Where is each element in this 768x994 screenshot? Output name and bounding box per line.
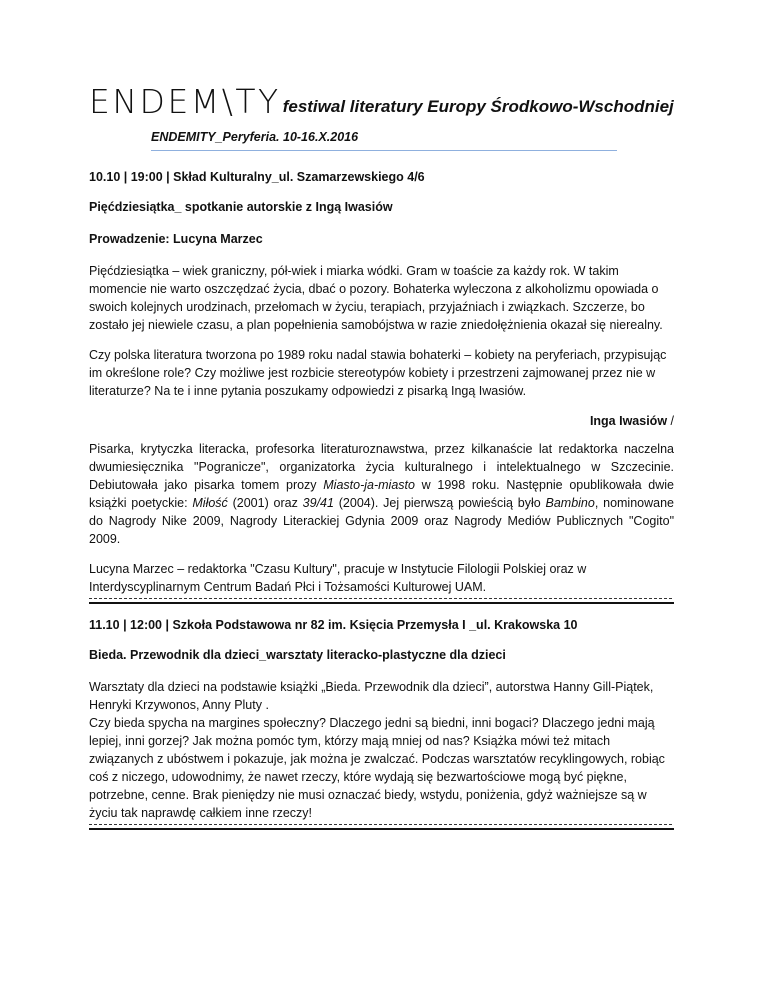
book-title: 39/41: [302, 496, 334, 510]
event2-description: Czy bieda spycha na margines społeczny? Dlaczego jedni są biedni, inni bogaci? Dlaczego jedni mają lepiej, inni gorzej? Jak można pomóc tym, którzy mają mniej od nas? Książka mówi też mitach związanych z ubóstwem i pokazuje, jak można je zwalczać. Podczas warsztatów recyklingowych, robiąc coś z niczego, udowodnimy, że nawet rzeczy, które wydają się bezwartościowe mogą być piękne, potrzebne, cenne. Brak pieniędzy nie musi oznaczać biedy, wstydu, poniżenia, gdyż ważniejsze są w życiu tak naprawdę całkiem inne rzeczy!: [89, 716, 665, 820]
author-bio: [89, 440, 674, 548]
event2-title: Bieda. Przewodnik dla dzieci_warsztaty literacko-plastyczne dla dzieci: [89, 648, 506, 662]
bio-text: (2004). Jej pierwszą powieścią było: [333, 496, 546, 510]
event1-header: 10.10 | 19:00 | Skład Kulturalny_ul. Szamarzewskiego 4/6: [89, 170, 425, 184]
author-name: Inga Iwasiów: [589, 414, 668, 428]
event1-title: Pięćdziesiątka_ spotkanie autorskie z Ingą Iwasiów: [89, 200, 393, 214]
festival-header: [89, 78, 674, 121]
section-divider: [89, 598, 674, 604]
bio-text: (2001) oraz: [227, 496, 303, 510]
bio-text: w 1998 roku. Następnie opublikowała dwie książki poetyckie:: [89, 478, 675, 510]
book-title: Miasto-ja-miasto: [323, 478, 415, 492]
bio-text: , nominowane do Nagrody Nike 2009, Nagrody Literackiej Gdynia 2009 oraz Nagrody Mediów Publicznych "Cogito" 2009.: [89, 496, 674, 546]
section-divider: [89, 824, 674, 830]
header-divider: [151, 150, 617, 151]
author-slash: /: [667, 414, 674, 428]
bio-text: Pisarka, krytyczka literacka, profesorka literaturoznawstwa, przez kilkanaście lat redaktorka naczelna dwumiesięcznika "Pogranicze", organizatorka życia kulturalnego i intelektualnego w Szczecinie. Debiutowała jako pisarka tomem prozy: [89, 442, 674, 492]
festival-tagline: festiwal literatury Europy Środkowo-Wschodniej: [282, 97, 674, 116]
edition-subtitle: ENDEMITY_Peryferia. 10-16.X.2016: [151, 130, 359, 144]
author-heading: [89, 412, 674, 430]
event1-host: Prowadzenie: Lucyna Marzec: [89, 232, 263, 246]
endemity-logo: ENDEM\TY: [89, 82, 281, 121]
event2-intro: Warsztaty dla dzieci na podstawie książki „Bieda. Przewodnik dla dzieci”, autorstwa Hanny Gill-Piątek, Henryki Krzywonos, Anny Pluty .: [89, 680, 654, 712]
event1-questions: Czy polska literatura tworzona po 1989 roku nadal stawia bohaterki – kobiety na peryferiach, przypisując im określone role? Czy możliwe jest rozbicie stereotypów kobiety i przestrzeni zajmowanej przez nie w literaturze? Na te i inne pytania poszukamy odpowiedzi z pisarką Ingą Iwasiów.: [89, 348, 667, 398]
host-bio: Lucyna Marzec – redaktorka "Czasu Kultury", pracuje w Instytucie Filologii Polskiej oraz w Interdyscyplinarnym Centrum Badań Płci i Tożsamości Kulturowej UAM.: [89, 562, 587, 594]
event1-description: Pięćdziesiątka – wiek graniczny, pół-wiek i miarka wódki. Gram w toaście za każdy rok. W takim momencie nie warto oszczędzać życia, dbać o pozory. Bohaterka wyleczona z alkoholizmu opowiada o swoich kolejnych urodzinach, przełomach w życiu, terapiach, przyjaźniach i związkach. Szczerze, bo zostało jej niewiele czasu, a plan popełnienia samobójstwa w razie zniedołężnienia okazał się nierealny.: [89, 264, 663, 332]
event2-header: 11.10 | 12:00 | Szkoła Podstawowa nr 82 im. Księcia Przemysła I _ul. Krakowska 10: [89, 618, 578, 632]
book-title: Bambino: [545, 496, 595, 510]
book-title: Miłość: [192, 496, 228, 510]
document-page: [89, 78, 674, 830]
